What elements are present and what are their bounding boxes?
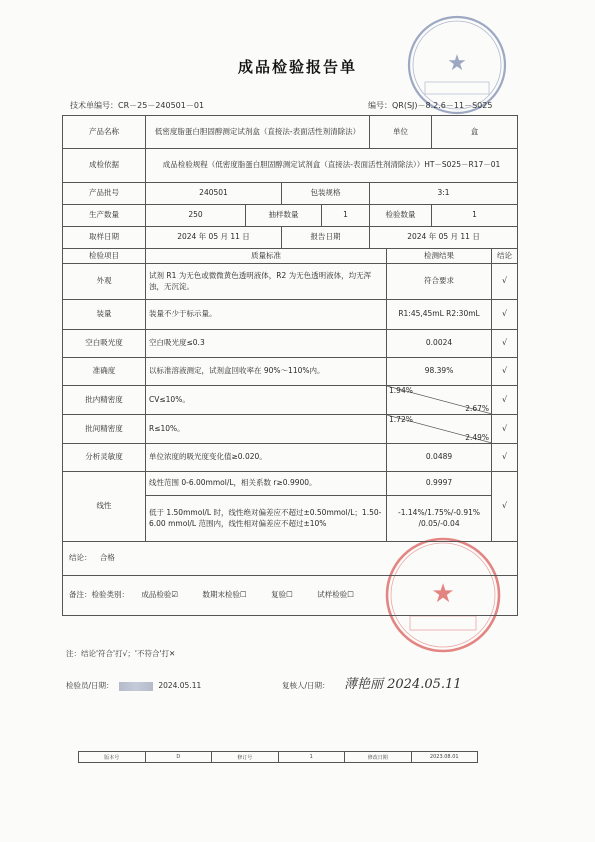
basis-label: 成检依据 — [63, 149, 146, 183]
standard-cell: 空白吸光度≤0.3 — [146, 330, 387, 358]
report-title: 成品检验报告单 — [237, 58, 357, 76]
inspector-signature-image — [119, 682, 153, 691]
rev-cell: 版本号 — [79, 752, 146, 763]
remarks-cell — [63, 576, 518, 616]
remark-option: 成品检验☑ — [141, 590, 179, 600]
doc-number-value: CR－25－240501－01 — [118, 101, 205, 110]
col-item: 检验项目 — [63, 249, 146, 264]
sample-qty-label: 抽样数量 — [246, 205, 322, 227]
conclusion-cell: √ — [492, 358, 518, 386]
result-cell: -1.14%/1.75%/-0.91% /0.05/-0.04 — [387, 496, 492, 542]
revision-table — [78, 751, 478, 763]
report-date-label: 报告日期 — [282, 227, 370, 249]
row-verdict — [63, 542, 518, 576]
test-qty-label: 检验数量 — [370, 205, 432, 227]
rev-cell: 2023.08.01 — [411, 752, 478, 763]
spec-label: 包装规格 — [282, 183, 370, 205]
reviewer-line — [282, 680, 330, 691]
conclusion-cell: √ — [492, 264, 518, 300]
report-date-value: 2024 年 05 月 11 日 — [370, 227, 518, 249]
col-result: 检测结果 — [387, 249, 492, 264]
result-cell: 0.9997 — [387, 472, 492, 496]
revision-row — [79, 752, 478, 763]
verdict-cell — [63, 542, 518, 576]
svg-text:★: ★ — [447, 51, 467, 76]
standard-cell: 低于 1.50mmol/L 时，线性绝对偏差应不超过±0.50mmol/L；1.50-6.00 mmol/L 范围内，线性相对偏差应不超过±10% — [146, 496, 387, 542]
result-cell — [387, 415, 492, 444]
unit-label: 单位 — [370, 116, 432, 149]
inspector-date: 2024.05.11 — [158, 681, 202, 690]
form-number-label: 编号： — [368, 101, 392, 110]
sample-qty-value: 1 — [322, 205, 370, 227]
standard-cell: 单位浓度的吸光度变化值≥0.020。 — [146, 444, 387, 472]
svg-text:★: ★ — [431, 579, 455, 609]
test-qty-value: 1 — [432, 205, 518, 227]
rev-cell: D — [145, 752, 212, 763]
table-row — [63, 444, 518, 472]
item-cell: 准确度 — [63, 358, 146, 386]
result-cell: R1:45,45mL R2:30mL — [387, 300, 492, 330]
remark-option: 数期末检验☐ — [202, 590, 247, 600]
conclusion-cell: √ — [492, 415, 518, 444]
result-cell: 符合要求 — [387, 264, 492, 300]
doc-number-label: 技术单编号： — [70, 101, 118, 110]
doc-number — [70, 100, 204, 111]
batch-label: 产品批号 — [63, 183, 146, 205]
conclusion-cell: √ — [492, 330, 518, 358]
table-row — [63, 415, 518, 444]
standard-cell: CV≤10%。 — [146, 386, 387, 415]
rev-cell: 修订号 — [212, 752, 279, 763]
basis-value: 成品检验规程（低密度脂蛋白胆固醇测定试剂盒（直接法-表面活性剂清除法））HT－S025－R17－01 — [146, 149, 518, 183]
result-cell: 0.0024 — [387, 330, 492, 358]
item-cell: 批间精密度 — [63, 415, 146, 444]
note-text: 注：结论'符合'打√；'不符合'打✕ — [66, 649, 176, 658]
table-row — [63, 330, 518, 358]
form-number — [368, 100, 492, 111]
row-basis — [63, 149, 518, 183]
remark-option: 复验☐ — [271, 590, 293, 600]
table-row — [63, 264, 518, 300]
result-top: 1.94% — [389, 386, 413, 395]
conclusion-cell: √ — [492, 300, 518, 330]
conclusion-cell: √ — [492, 472, 518, 542]
item-cell: 空白吸光度 — [63, 330, 146, 358]
standard-cell: R≤10%。 — [146, 415, 387, 444]
result-bottom: 2.49% — [465, 432, 490, 442]
inspection-table — [62, 115, 518, 616]
verdict-value: 合格 — [99, 553, 115, 563]
item-cell: 外观 — [63, 264, 146, 300]
row-batch — [63, 183, 518, 205]
result-cell: 98.39% — [387, 358, 492, 386]
sample-date-value: 2024 年 05 月 11 日 — [146, 227, 282, 249]
batch-value: 240501 — [146, 183, 282, 205]
prod-qty-value: 250 — [146, 205, 246, 227]
product-name-label: 产品名称 — [63, 116, 146, 149]
item-cell: 批内精密度 — [63, 386, 146, 415]
table-header — [63, 249, 518, 264]
conclusion-cell: √ — [492, 444, 518, 472]
form-number-value: QR(SJ)－8.2.6－11－S025 — [392, 101, 493, 110]
inspector-line — [66, 680, 201, 691]
reviewer-label: 复核人/日期： — [282, 681, 330, 690]
standard-cell: 以标准溶液测定，试剂盒回收率在 90%～110%内。 — [146, 358, 387, 386]
standard-cell: 试剂 R1 为无色或微微黄色透明液体，R2 为无色透明液体，均无浑浊，无沉淀。 — [146, 264, 387, 300]
remarks-label: 备注：检验类别： — [69, 590, 129, 600]
sample-date-label: 取样日期 — [63, 227, 146, 249]
standard-cell: 线性范围 0-6.00mmol/L，相关系数 r≥0.9900。 — [146, 472, 387, 496]
rev-cell: 修改日期 — [345, 752, 412, 763]
row-product-name — [63, 116, 518, 149]
item-cell: 线性 — [63, 472, 146, 542]
result-cell: 0.0489 — [387, 444, 492, 472]
unit-value: 盒 — [432, 116, 518, 149]
col-conclusion: 结论 — [492, 249, 518, 264]
rev-cell: 1 — [278, 752, 345, 763]
verdict-label: 结论： — [69, 553, 92, 563]
result-bottom: 2.67% — [465, 403, 490, 413]
row-quantity — [63, 205, 518, 227]
item-cell: 分析灵敏度 — [63, 444, 146, 472]
result-cell — [387, 386, 492, 415]
spec-value: 3:1 — [370, 183, 518, 205]
remark-option: 试样检验☐ — [317, 590, 354, 600]
prod-qty-label: 生产数量 — [63, 205, 146, 227]
standard-cell: 装量不少于标示量。 — [146, 300, 387, 330]
table-row — [63, 386, 518, 415]
col-standard: 质量标准 — [146, 249, 387, 264]
result-top: 1.72% — [389, 415, 413, 424]
product-name-value: 低密度脂蛋白胆固醇测定试剂盒（直接法-表面活性剂清除法） — [146, 116, 370, 149]
reviewer-signature: 薄艳丽 2024.05.11 — [344, 677, 462, 692]
row-remarks — [63, 576, 518, 616]
table-row — [63, 300, 518, 330]
table-row — [63, 358, 518, 386]
table-row — [63, 472, 518, 496]
row-dates — [63, 227, 518, 249]
inspector-label: 检验员/日期： — [66, 681, 114, 690]
conclusion-cell: √ — [492, 386, 518, 415]
item-cell: 装量 — [63, 300, 146, 330]
